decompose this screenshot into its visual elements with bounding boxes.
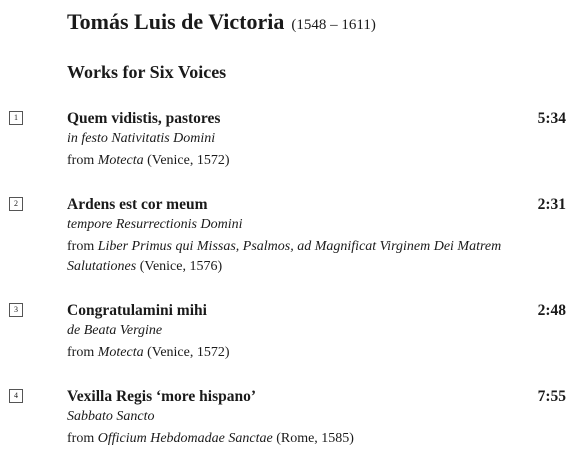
track-duration: 5:34 bbox=[537, 110, 566, 127]
track-number-box: 1 bbox=[9, 111, 23, 125]
track-source bbox=[67, 343, 567, 363]
section-title: Works for Six Voices bbox=[67, 62, 227, 82]
track-occasion: de Beata Vergine bbox=[67, 323, 163, 338]
track-title: Quem vidistis, pastores bbox=[67, 110, 221, 127]
source-prefix: from bbox=[67, 345, 98, 360]
track-title: Vexilla Regis ‘more hispano’ bbox=[67, 388, 257, 405]
track-duration: 7:55 bbox=[537, 388, 566, 405]
track-number-box: 2 bbox=[9, 197, 23, 211]
source-prefix: from bbox=[67, 431, 98, 446]
track-title: Ardens est cor meum bbox=[67, 196, 208, 213]
track-source bbox=[67, 237, 567, 277]
track-source bbox=[67, 429, 567, 449]
source-prefix: from bbox=[67, 239, 98, 254]
source-work: Officium Hebdomadae Sanctae bbox=[97, 431, 273, 446]
source-suffix: (Venice, 1572) bbox=[143, 153, 230, 168]
source-suffix: (Venice, 1576) bbox=[136, 259, 223, 274]
track-duration: 2:48 bbox=[537, 302, 566, 319]
source-work: Motecta bbox=[97, 153, 144, 168]
source-suffix: (Venice, 1572) bbox=[143, 345, 230, 360]
source-prefix: from bbox=[67, 153, 98, 168]
source-work: Liber Primus qui Missas, Psalmos, ad Magnificat Virginem Dei Matrem Salutationes bbox=[67, 239, 502, 274]
track-number-box: 3 bbox=[9, 303, 23, 317]
composer-dates: (1548 – 1611) bbox=[291, 17, 376, 33]
track-title: Congratulamini mihi bbox=[67, 302, 207, 319]
source-work: Motecta bbox=[97, 345, 144, 360]
track-number-box: 4 bbox=[9, 389, 23, 403]
track-occasion: tempore Resurrectionis Domini bbox=[67, 217, 243, 232]
track-duration: 2:31 bbox=[537, 196, 566, 213]
track-occasion: Sabbato Sancto bbox=[67, 409, 155, 424]
composer-heading bbox=[67, 9, 376, 35]
source-suffix: (Rome, 1585) bbox=[272, 431, 354, 446]
track-source bbox=[67, 151, 567, 171]
composer-name: Tomás Luis de Victoria bbox=[67, 9, 285, 34]
track-occasion: in festo Nativitatis Domini bbox=[67, 131, 216, 146]
